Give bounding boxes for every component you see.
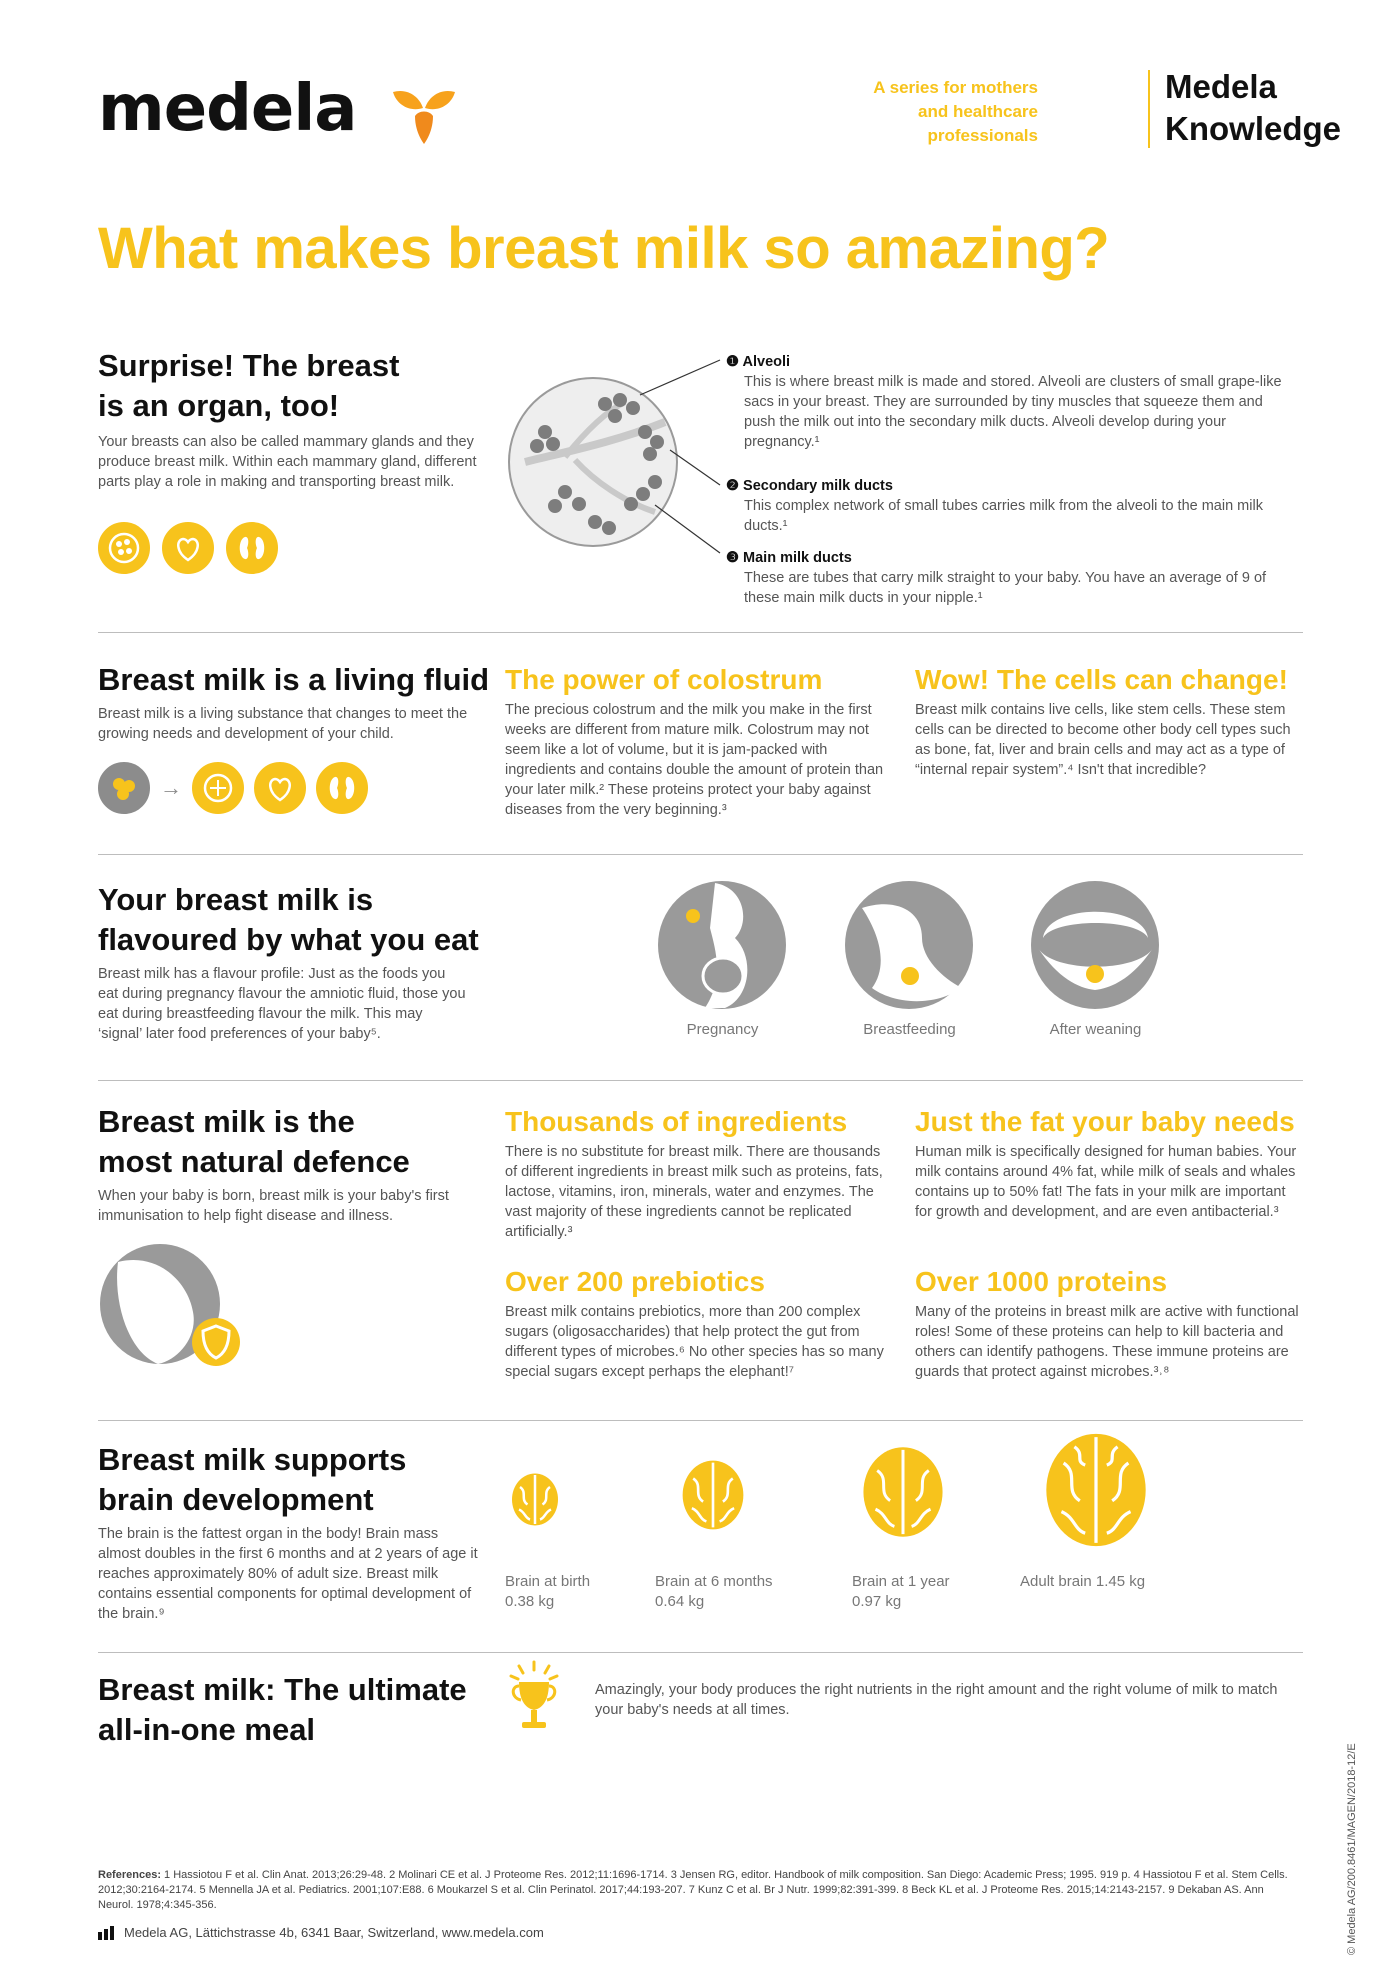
brain-birth-mass: 0.38 kg [505,1593,555,1610]
organ-icons [98,522,278,574]
brain-6months-icon [680,1458,746,1532]
meal-heading-line-2: all-in-one meal [98,1712,316,1747]
main-ducts-title: Main milk ducts [743,550,852,566]
living-body: Breast milk is a living substance that changes to meet the growing needs and development of your child. [98,706,468,742]
flavour-body: Breast milk has a flavour profile: Just as the foods you eat during pregnancy flavour the amniotic fluid, those you eat during breastfeeding flavour the milk. This may ‘signal’ later food preferences of your baby⁵. [98,966,466,1042]
series-tagline [848,76,1038,148]
meal-body: Amazingly, your body produces the right nutrients in the right amount and the right volume of milk to match your baby's needs at all times. [595,1682,1278,1718]
colostrum-body: The precious colostrum and the milk you make in the first weeks are different from mature milk. Colostrum may not seem like a lot of volume, but it is jam-packed with ingredients and contains double the amount of protein than your later milk.² These proteins protect your baby against diseases from the very beginning.³ [505,702,884,818]
ingredients-body: There is no substitute for breast milk. There are thousands of different ingredients in breast milk such as proteins, fats, lactose, vitamins, iron, minerals, water and enzymes. The vast majority of these ingredients cannot be replicated artificially.³ [505,1144,883,1240]
organ-heading-line-2: is an organ, too! [98,388,340,423]
ingredients-title: Thousands of ingredients [505,1106,848,1137]
arrow-right-icon: → [160,775,182,800]
organ-body: Your breasts can also be called mammary glands and they produce breast milk. Within each mammary gland, different parts play a role in making and transporting breast milk. [98,434,477,490]
alveoli-callout [726,352,1296,452]
tissue-icon [192,762,244,814]
medela-knowledge-label [1165,66,1341,150]
brain-1year-icon [860,1444,946,1540]
secondary-ducts-title: Secondary milk ducts [743,478,893,494]
baby-shield-illustration [98,1242,248,1372]
brain-6months-mass: 0.64 kg [655,1593,705,1610]
main-number-icon: ❸ [726,550,739,566]
brain-6months-label: Brain at 6 months [655,1573,773,1590]
document-code: © Medela AG/200.8461/MAGEN/2018-12/E [1346,1743,1358,1955]
alveoli-number-icon: ❶ [726,354,739,370]
divider-4 [98,1420,1303,1421]
pregnancy-caption: Pregnancy [686,1021,759,1038]
cells-body: Breast milk contains live cells, like stem cells. These stem cells can be directed to become other body cell types such as bone, fat, liver and brain cells and may act as a type of “internal repair system”.⁴ Isn't that incredible? [915,702,1291,778]
breast-tissue-icon [98,522,150,574]
defence-body: When your baby is born, breast milk is your baby's first immunisation to help fight disease and illness. [98,1188,449,1224]
brain-birth-label: Brain at birth [505,1573,591,1590]
callout-lines [580,355,730,575]
references-text: 1 Hassiotou F et al. Clin Anat. 2013;26:29-48. 2 Molinari CE et al. J Proteome Res. 2012;11:1696-1714. 3 Jensen RG, editor. Handbook of milk composition. San Diego: Academic Press; 1995. 919 p. 4 Hassiotou F et al. Stem Cells. 2012;30:2164-2174. 5 Mennella JA et al. Pediatrics. 2001;107:E88. 6 Moukarzel S et al. Clin Perinatol. 2017;44:193-207. 7 Kunz C et al. Br J Nutr. 1999;82:391-399. 8 Beck KL et al. J Proteome Res. 2015;14:2143-2157. 9 Dekaban AS. Ann Neurol. 1978;4:345-356. [98,1869,1288,1911]
organ-heading-line-1: Surprise! The breast [98,348,400,383]
knowledge-line-1: Medela [1165,68,1277,105]
secondary-ducts-text: This complex network of small tubes carries milk from the alveoli to the main milk ducts.¹ [744,498,1263,534]
fat-title: Just the fat your baby needs [915,1106,1295,1137]
series-line-3: professionals [927,126,1038,145]
brain-heading-line-2: brain development [98,1482,374,1517]
divider-1 [98,632,1303,633]
flavour-heading [98,880,518,960]
colostrum-title: The power of colostrum [505,664,823,695]
kidney-icon [226,522,278,574]
flavour-heading-line-2: flavoured by what you eat [98,922,479,957]
references-label: References: [98,1869,161,1881]
secondary-number-icon: ❷ [726,478,739,494]
defence-heading-line-2: most natural defence [98,1144,410,1179]
main-ducts-text: These are tubes that carry milk straight to your baby. You have an average of 9 of these main milk ducts in your nipple.¹ [744,570,1267,606]
brain-heading-line-1: Breast milk supports [98,1442,407,1477]
brain-adult-label: Adult brain 1.45 kg [1020,1573,1146,1590]
prebiotics-body: Breast milk contains prebiotics, more than 200 complex sugars (oligosaccharides) that help protect the gut from different types of microbes.⁶ No other species has so many special sugars except perhaps the elephant!⁷ [505,1304,884,1380]
heart-icon [162,522,214,574]
brain-adult-icon [1042,1430,1150,1550]
divider-3 [98,1080,1303,1081]
knowledge-line-2: Knowledge [1165,110,1342,147]
defence-heading-line-1: Breast milk is the [98,1104,355,1139]
proteins-body: Many of the proteins in breast milk are active with functional roles! Some of these proteins can help to kill bacteria and others can identify pathogens. These immune proteins are guards that protect against microbes.³˒⁸ [915,1304,1299,1380]
kidneys-icon [316,762,368,814]
medela-mark-icon [98,1926,116,1940]
alveoli-title: Alveoli [742,354,791,370]
prebiotics-title: Over 200 prebiotics [505,1266,765,1297]
divider-2 [98,854,1303,855]
trophy-icon [505,1660,563,1736]
brain-6months-caption [655,1572,815,1612]
medela-logo [98,72,356,146]
brain-1year-label: Brain at 1 year [852,1573,950,1590]
organ-heading [98,346,498,426]
brain-birth-icon [510,1472,560,1527]
brain-1year-caption [852,1572,1002,1612]
proteins-title: Over 1000 proteins [915,1266,1168,1297]
cells-title: Wow! The cells can change! [915,664,1288,695]
divider-5 [98,1652,1303,1653]
brain-body: The brain is the fattest organ in the body! Brain mass almost doubles in the first 6 months and at 2 years of age it reaches approximately 80% of adult size. Breast milk contains essential components for optimal development of the brain.⁹ [98,1526,478,1622]
meal-heading-line-1: Breast milk: The ultimate [98,1672,467,1707]
brand-name: medela [98,72,357,146]
series-line-1: A series for mothers [873,78,1038,97]
fat-body: Human milk is specifically designed for human babies. Your milk contains around 4% fat, while milk of seals and whales contains up to 50% fat! The fats in your milk are important for growth and development, and are even antibacterial.³ [915,1144,1297,1220]
defence-heading [98,1102,498,1182]
flavour-heading-line-1: Your breast milk is [98,882,374,917]
brain-1year-mass: 0.97 kg [852,1593,902,1610]
medela-flower-icon [385,82,463,148]
after-weaning-caption: After weaning [1049,1021,1142,1038]
brain-heading [98,1440,498,1520]
living-heading: Breast milk is a living fluid [98,662,490,697]
series-line-2: and healthcare [918,102,1038,121]
pregnancy-illustration [655,878,790,1013]
header-divider [1148,70,1150,148]
living-icons [98,762,368,814]
page-title: What makes breast milk so amazing? [98,216,1110,281]
alveoli-text: This is where breast milk is made and stored. Alveoli are clusters of small grape-like sacs in your breast. They are surrounded by tiny muscles that squeeze them and push the milk out into the secondary milk ducts. Alveoli develop during your pregnancy.¹ [744,374,1282,450]
brain-birth-caption [505,1572,655,1612]
meal-heading [98,1670,518,1750]
cells-icon [98,762,150,814]
footer-address-row [98,1925,544,1940]
references [98,1868,1298,1913]
after-weaning-illustration [1028,878,1163,1013]
footer-address: Medela AG, Lättichstrasse 4b, 6341 Baar, Switzerland, www.medela.com [124,1925,544,1940]
heart-organ-icon [254,762,306,814]
main-ducts-callout [726,548,1296,608]
secondary-ducts-callout [726,476,1296,536]
breastfeeding-caption: Breastfeeding [863,1021,956,1038]
breastfeeding-illustration [842,878,977,1013]
brain-adult-caption [1020,1572,1190,1592]
